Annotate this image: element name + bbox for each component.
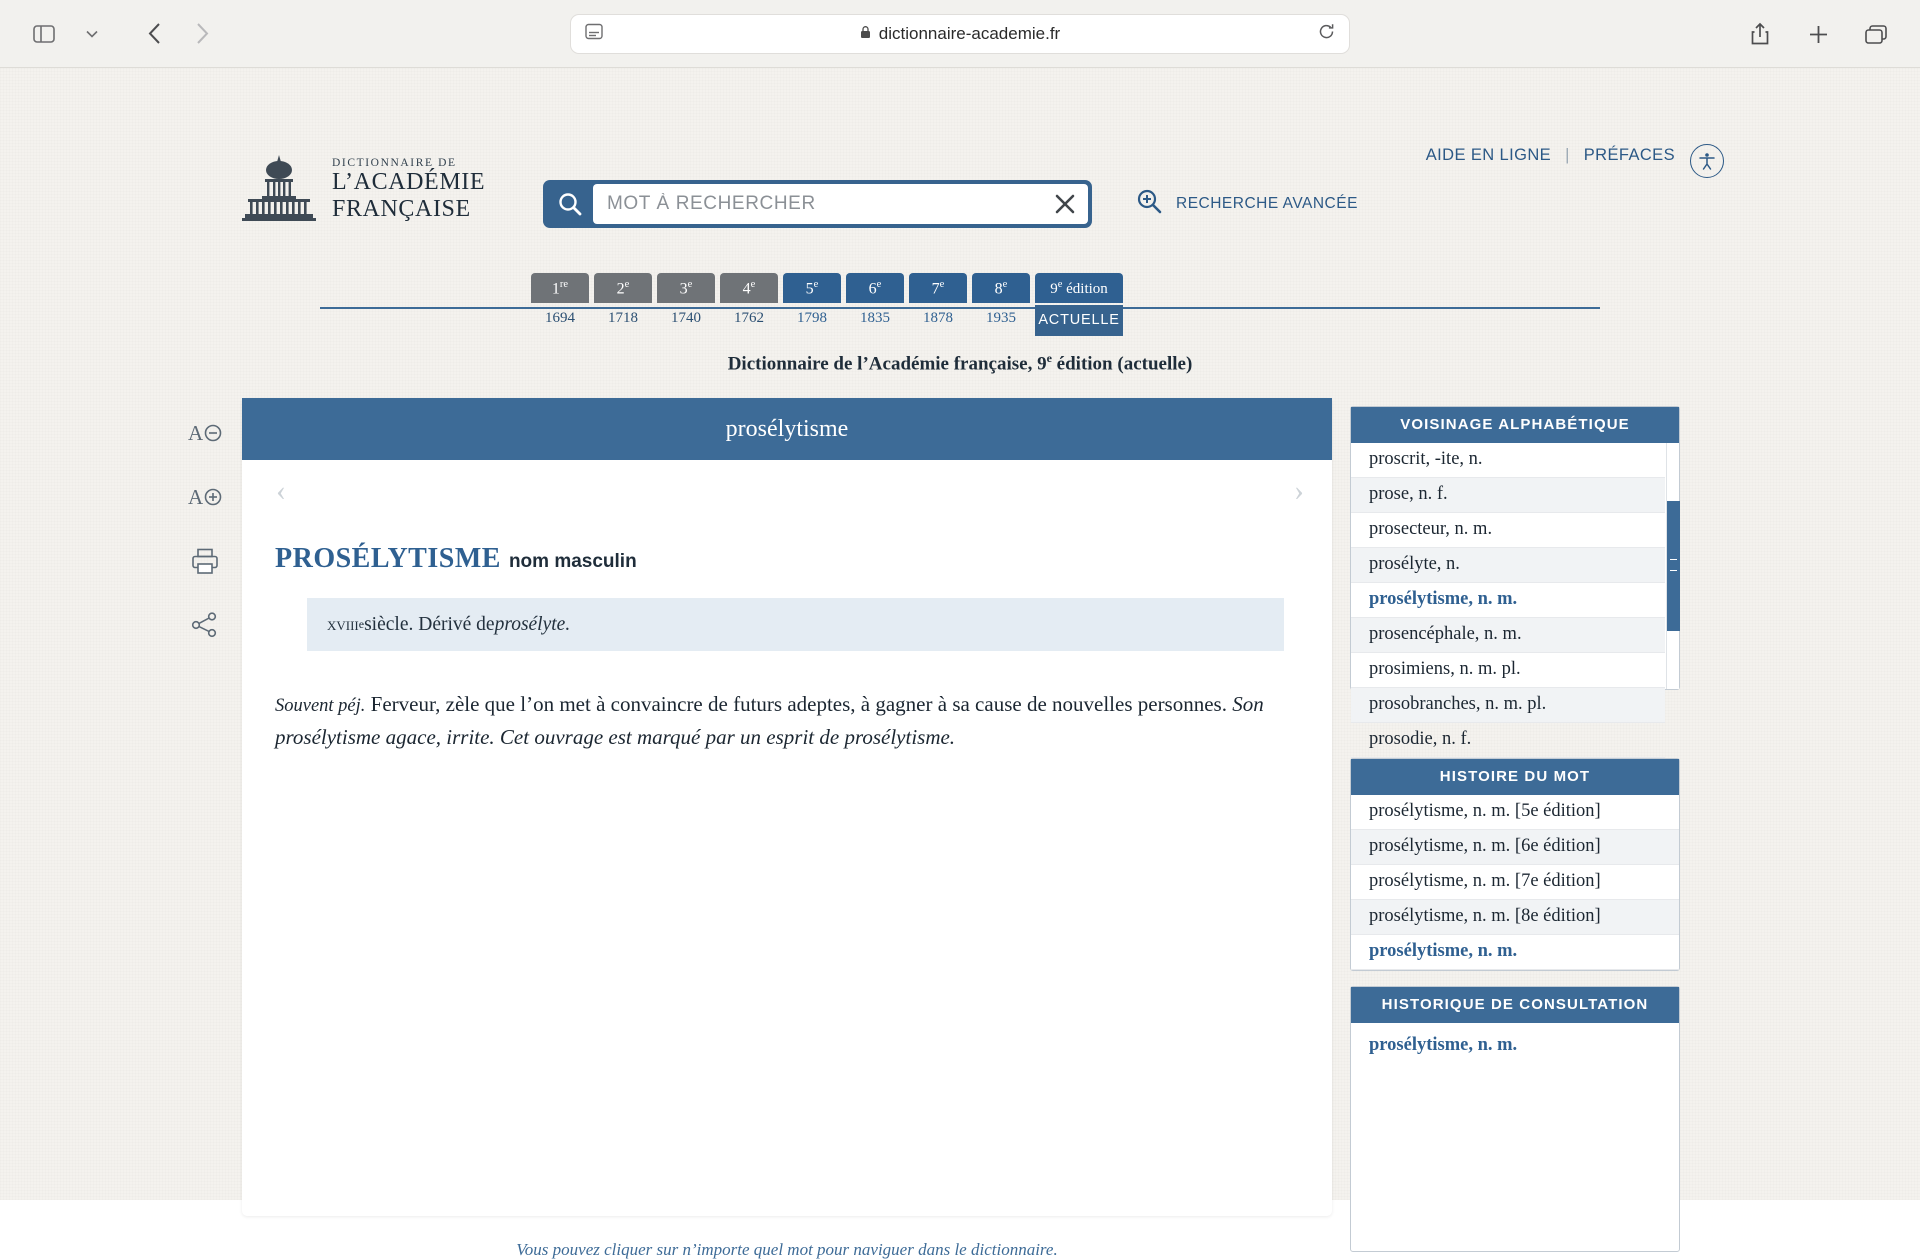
svg-text:A: A <box>188 421 204 445</box>
advanced-search-label: RECHERCHE AVANCÉE <box>1176 194 1358 212</box>
url-text: dictionnaire-academie.fr <box>878 23 1061 43</box>
definition-usage-label: Souvent péj. <box>275 696 366 716</box>
panel-voisinage-title: VOISINAGE ALPHABÉTIQUE <box>1351 407 1679 443</box>
article-card <box>242 398 1332 1216</box>
panel-histoire-title: HISTOIRE DU MOT <box>1351 759 1679 795</box>
logo-line-2: L’ACADÉMIE <box>332 169 486 195</box>
list-item[interactable]: proscrit, -ite, n. <box>1351 443 1665 478</box>
edition-year-5: 1798 <box>797 310 827 327</box>
edition-number-7: 7e <box>909 273 967 303</box>
entry-etymology: xviii e siècle. Dérivé de prosélyte. <box>307 598 1284 651</box>
edition-number-8: 8e <box>972 273 1030 303</box>
search-plus-icon <box>1135 187 1165 220</box>
edition-tabs <box>531 273 1123 336</box>
panel-voisinage-alphabetique <box>1350 406 1680 749</box>
top-links <box>1426 146 1675 165</box>
link-aide-en-ligne[interactable]: AIDE EN LIGNE <box>1425 146 1552 164</box>
share-node-icon[interactable] <box>185 605 225 645</box>
list-item[interactable]: prosélytisme, n. m. [7e édition] <box>1351 865 1679 900</box>
edition-year-1: 1694 <box>545 310 575 327</box>
panel-voisinage-scrollbar[interactable] <box>1666 443 1679 689</box>
lock-icon <box>860 25 871 42</box>
reader-view-icon[interactable] <box>585 23 603 44</box>
edition-caption: Dictionnaire de l’Académie française, 9e édition (actuelle) <box>727 351 1193 375</box>
advanced-search-button[interactable] <box>1135 187 1358 220</box>
sidebar-toggle-icon[interactable] <box>24 16 64 52</box>
etymology-century: xviii <box>327 613 359 635</box>
list-item[interactable]: prosélyte, n. <box>1351 548 1665 583</box>
accessibility-icon[interactable] <box>1690 144 1724 178</box>
svg-text:A: A <box>188 485 204 509</box>
etymology-text: siècle. Dérivé de <box>364 613 495 635</box>
back-arrow-icon[interactable] <box>134 16 174 52</box>
entry-definition <box>275 688 1300 753</box>
definition-examples: Son prosélytisme agace, irrite. Cet ouvrage est marqué par un esprit de prosélytisme. <box>275 692 1264 749</box>
close-icon[interactable] <box>1042 184 1088 224</box>
edition-tab-5[interactable] <box>783 273 841 327</box>
edition-number-1: 1re <box>531 273 589 303</box>
chevron-left-icon: ‹ <box>276 474 286 507</box>
list-item-selected[interactable]: prosélytisme, n. m. <box>1351 935 1679 970</box>
panel-histoire-list[interactable] <box>1351 795 1679 970</box>
logo-line-3: FRANÇAISE <box>332 195 471 222</box>
list-item[interactable]: prosélytisme, n. m. [5e édition] <box>1351 795 1679 830</box>
edition-tab-2[interactable] <box>594 273 652 327</box>
page-content <box>0 68 1920 1259</box>
edition-selector <box>320 273 1600 375</box>
print-icon[interactable] <box>185 541 225 581</box>
list-item[interactable]: prosecteur, n. m. <box>1351 513 1665 548</box>
logo-line-1: DICTIONNAIRE DE <box>332 157 457 169</box>
panel-voisinage-list[interactable] <box>1351 443 1679 749</box>
etymology-source[interactable]: prosélyte. <box>494 613 571 635</box>
article-footer-note: Vous pouvez cliquer sur n’importe quel mot pour naviguer dans le dictionnaire. <box>516 1240 1058 1259</box>
search-bar[interactable] <box>543 180 1092 228</box>
edition-tab-3[interactable] <box>657 273 715 327</box>
panel-historique-consultation <box>1350 986 1680 1252</box>
edition-number-4: 4e <box>720 273 778 303</box>
chevron-down-icon[interactable] <box>72 16 112 52</box>
site-logo[interactable] <box>240 153 485 225</box>
panel-consultation-title: HISTORIQUE DE CONSULTATION <box>1351 987 1679 1023</box>
edition-tab-9-current[interactable] <box>1035 273 1123 336</box>
edition-year-3: 1740 <box>671 310 701 327</box>
definition-body: Ferveur, zèle que l’on met à convaincre de futurs adeptes, à gagner à sa cause de nouvelles personnes. <box>365 692 1233 716</box>
edition-year-4: 1762 <box>734 310 764 327</box>
scrollbar-grip-icon <box>1670 559 1677 571</box>
article-title-bar: prosélytisme <box>242 398 1332 460</box>
edition-tab-8[interactable] <box>972 273 1030 327</box>
entry-part-of-speech: nom masculin <box>508 551 637 572</box>
list-item[interactable]: prosobranches, n. m. pl. <box>1351 688 1665 723</box>
address-bar[interactable] <box>570 14 1350 54</box>
edition-number-5: 5e <box>783 273 841 303</box>
search-input[interactable] <box>593 184 1088 224</box>
share-icon[interactable] <box>1740 16 1780 52</box>
edition-tab-4[interactable] <box>720 273 778 327</box>
edition-year-6: 1835 <box>860 310 890 327</box>
tab-overview-icon[interactable] <box>1856 16 1896 52</box>
chevron-right-icon: › <box>1294 474 1304 507</box>
links-separator: | <box>1565 146 1570 164</box>
list-item[interactable]: prosencéphale, n. m. <box>1351 618 1665 653</box>
panel-histoire-du-mot <box>1350 758 1680 971</box>
decrease-font-size-icon[interactable] <box>185 413 225 453</box>
edition-tab-1[interactable] <box>531 273 589 327</box>
edition-tab-6[interactable] <box>846 273 904 327</box>
plus-icon[interactable] <box>1798 16 1838 52</box>
link-prefaces[interactable]: PRÉFACES <box>1583 146 1675 164</box>
edition-number-6: 6e <box>846 273 904 303</box>
edition-current-badge: ACTUELLE <box>1035 305 1123 336</box>
list-item[interactable]: prosodie, n. f. <box>1351 723 1665 758</box>
tool-rail <box>185 413 225 645</box>
search-icon[interactable] <box>547 184 593 224</box>
list-item[interactable]: prosimiens, n. m. pl. <box>1351 653 1665 688</box>
logo-text <box>332 153 485 223</box>
next-entry-button[interactable] <box>1280 472 1318 510</box>
edition-year-8: 1935 <box>986 310 1016 327</box>
institut-dome-icon <box>240 153 318 225</box>
forward-arrow-icon[interactable] <box>182 16 222 52</box>
reload-icon[interactable] <box>1318 23 1335 45</box>
list-item-selected[interactable]: prosélytisme, n. m. <box>1369 1035 1518 1055</box>
edition-number-2: 2e <box>594 273 652 303</box>
browser-actions-group <box>1740 0 1896 68</box>
list-item[interactable]: prosélytisme, n. m. [6e édition] <box>1351 830 1679 865</box>
panel-consultation-list[interactable] <box>1351 1023 1679 1063</box>
increase-font-size-icon[interactable] <box>185 477 225 517</box>
browser-nav-group <box>24 16 222 52</box>
edition-year-2: 1718 <box>608 310 638 327</box>
list-item-selected[interactable]: prosélytisme, n. m. <box>1351 583 1665 618</box>
edition-number-3: 3e <box>657 273 715 303</box>
entry-headword-line <box>275 543 637 575</box>
prev-entry-button[interactable] <box>262 472 300 510</box>
edition-number-9: 9e édition <box>1035 273 1123 303</box>
list-item[interactable]: prosélytisme, n. m. [8e édition] <box>1351 900 1679 935</box>
edition-tab-7[interactable] <box>909 273 967 327</box>
edition-year-7: 1878 <box>923 310 953 327</box>
list-item[interactable]: prose, n. f. <box>1351 478 1665 513</box>
entry-headword[interactable]: PROSÉLYTISME <box>275 543 501 574</box>
browser-toolbar <box>0 0 1920 68</box>
